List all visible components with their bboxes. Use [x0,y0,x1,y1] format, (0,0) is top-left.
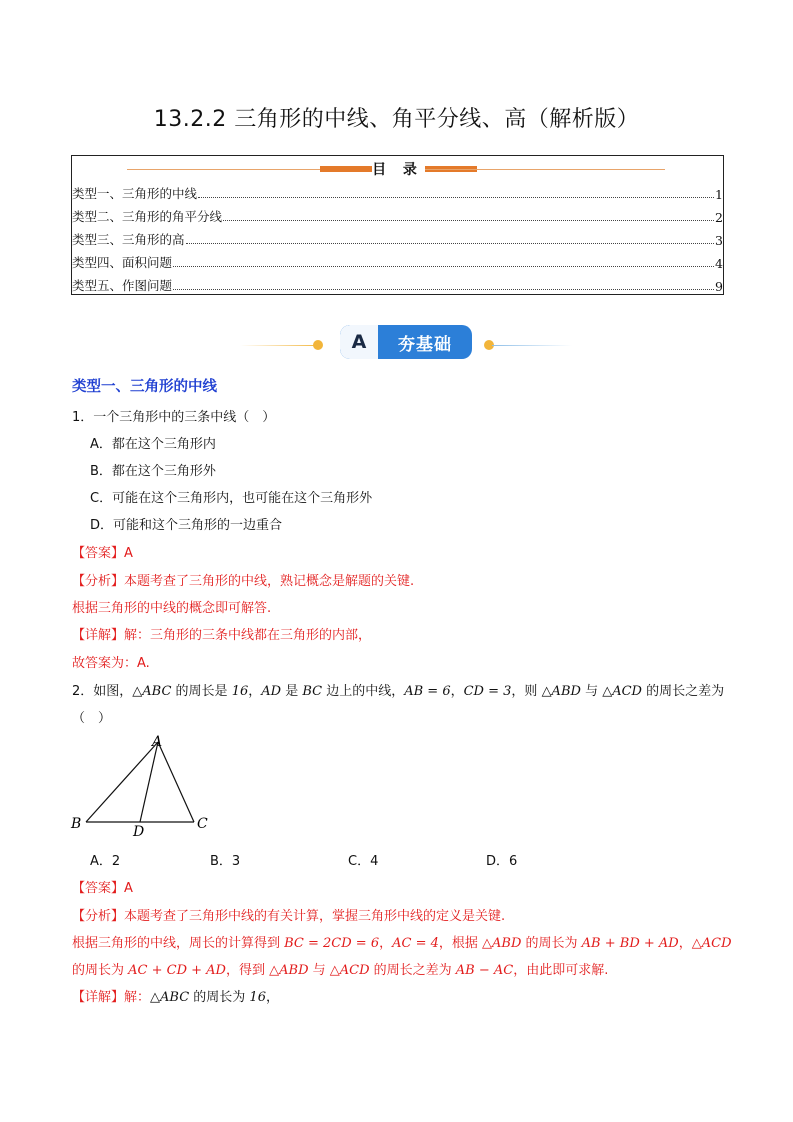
level-badge [340,325,472,359]
toc-item-label: 类型三、三角形的高 [72,232,185,247]
q1-option-b: B．都在这个三角形外 [90,464,216,479]
triangle-figure [66,728,216,838]
q2-analysis: 【分析】本题考查了三角形中线的有关计算，掌握三角形中线的定义是关键. [72,909,506,924]
vertex-label-c: C [197,816,208,832]
q2-option-b: B．3 [210,854,241,869]
q1-analysis-body: 根据三角形的中线的概念即可解答. [72,601,272,616]
q1-detail: 【详解】解：三角形的三条中线都在三角形的内部， [72,628,372,643]
table-of-contents [71,155,724,295]
q2-stem [72,680,724,699]
q2-stem-math: △ABD [541,684,581,699]
q2-stem-tail: （ ） [72,711,112,726]
q2-analysis-math: AC = 4 [392,936,439,951]
q2-stem-text: 边上的中线， [322,684,405,699]
section-title: 类型一、三角形的中线 [72,379,217,395]
q2-analysis-text: ，根据 [438,936,483,951]
toc-heading: 目 录 [372,162,423,178]
point-label-d: D [133,824,145,838]
toc-item[interactable] [72,276,723,294]
q2-stem-text: 的周长之差为 [641,684,725,699]
toc-leader-dots [173,265,714,267]
q2-analysis-math: △ABD [482,936,522,951]
q1-option-a: A．都在这个三角形内 [90,437,216,452]
q2-stem-math: 16 [231,684,249,699]
toc-item-label: 类型五、作图问题 [72,278,173,293]
q1-analysis: 【分析】本题考查了三角形的中线，熟记概念是解题的关键. [72,574,415,589]
q2-stem-text: ， [450,684,464,699]
vertex-label-b: B [71,816,82,832]
q2-analysis-text: ，由此即可求解. [513,963,609,978]
toc-header [72,159,723,179]
toc-leader-dots [173,288,714,290]
toc-leader-dots [186,242,714,244]
q1-answer: 【答案】A [72,546,133,561]
q2-analysis-line1 [72,932,732,951]
q2-analysis-math: BC = 2CD = 6 [284,936,380,951]
side-ab [86,742,158,822]
toc-item-label: 类型二、三角形的角平分线 [72,209,223,224]
badge-text: 夯基础 [398,334,452,355]
q2-analysis-text: 与 [308,963,330,978]
page-title: 13.2.2 三角形的中线、角平分线、高（解析版） [153,107,640,132]
q2-detail-text: ， [265,990,279,1005]
q2-detail-text: 的周长为 [189,990,250,1005]
toc-item-page: 2 [715,210,723,225]
q2-analysis-text: ，得到 [225,963,270,978]
q2-analysis-math: △ACD [691,936,732,951]
toc-header-line-right [425,169,665,170]
q2-answer: 【答案】A [72,881,133,896]
vertex-label-a: A [152,734,163,750]
q2-analysis-text: 根据三角形的中线，周长的计算得到 [72,936,285,951]
q1-option-c: C．可能在这个三角形内，也可能在这个三角形外 [90,491,373,506]
badge-dot-left [313,340,323,350]
q2-detail-math: 16 [249,990,266,1005]
q2-analysis-text: 的周长之差为 [369,963,456,978]
q1-option-d: D．可能和这个三角形的一边重合 [90,518,283,533]
toc-leader-dots [198,196,714,198]
toc-item[interactable] [72,230,723,248]
q2-analysis-text: 的周长为 [72,963,129,978]
q2-analysis-text: ， [678,936,692,951]
toc-leader-dots [223,219,714,221]
toc-item-page: 3 [715,233,723,248]
q2-analysis-line2 [72,959,608,978]
toc-item-label: 类型一、三角形的中线 [72,186,198,201]
badge-line-left [240,345,322,346]
toc-item-page: 1 [715,187,723,202]
q2-option-d: D．6 [486,854,518,869]
q2-stem-text: 2．如图， [72,684,133,699]
q2-detail-label: 【详解】解： [72,990,151,1005]
toc-item[interactable] [72,253,723,271]
toc-item[interactable] [72,207,723,225]
q2-stem-math: △ACD [602,684,642,699]
toc-item[interactable] [72,184,723,202]
q2-detail [72,986,279,1005]
q2-stem-math: CD = 3 [463,684,512,699]
q2-option-c: C．4 [348,854,379,869]
q1-conclusion: 故答案为：A. [72,656,150,671]
q2-stem-text: 与 [580,684,603,699]
q2-stem-math: AD [261,684,282,699]
q1-stem: 1．一个三角形中的三条中线（ ） [72,410,276,425]
q2-analysis-math: AB + BD + AD [581,936,679,951]
q2-analysis-text: ， [379,936,393,951]
side-ac [158,742,194,822]
q2-analysis-math: △ACD [329,963,370,978]
q2-stem-text: ，则 [511,684,542,699]
badge-letter: A [340,325,378,359]
toc-item-label: 类型四、面积问题 [72,255,173,270]
toc-item-page: 4 [715,256,723,271]
q2-stem-text: 的周长是 [171,684,232,699]
q2-stem-math: △ABC [132,684,172,699]
q2-analysis-math: AC + CD + AD [128,963,226,978]
median-ad [140,742,158,822]
q2-stem-math: BC [302,684,323,699]
q2-analysis-text: 的周长为 [521,936,582,951]
toc-item-page: 9 [715,279,723,294]
q2-detail-math: △ABC [150,990,190,1005]
q2-analysis-math: AB − AC [455,963,514,978]
q2-stem-text: 是 [281,684,303,699]
q2-option-a: A．2 [90,854,121,869]
q2-stem-math: AB = 6 [404,684,451,699]
q2-analysis-math: △ABD [269,963,309,978]
q2-stem-text: ， [248,684,262,699]
badge-line-right [492,345,572,346]
